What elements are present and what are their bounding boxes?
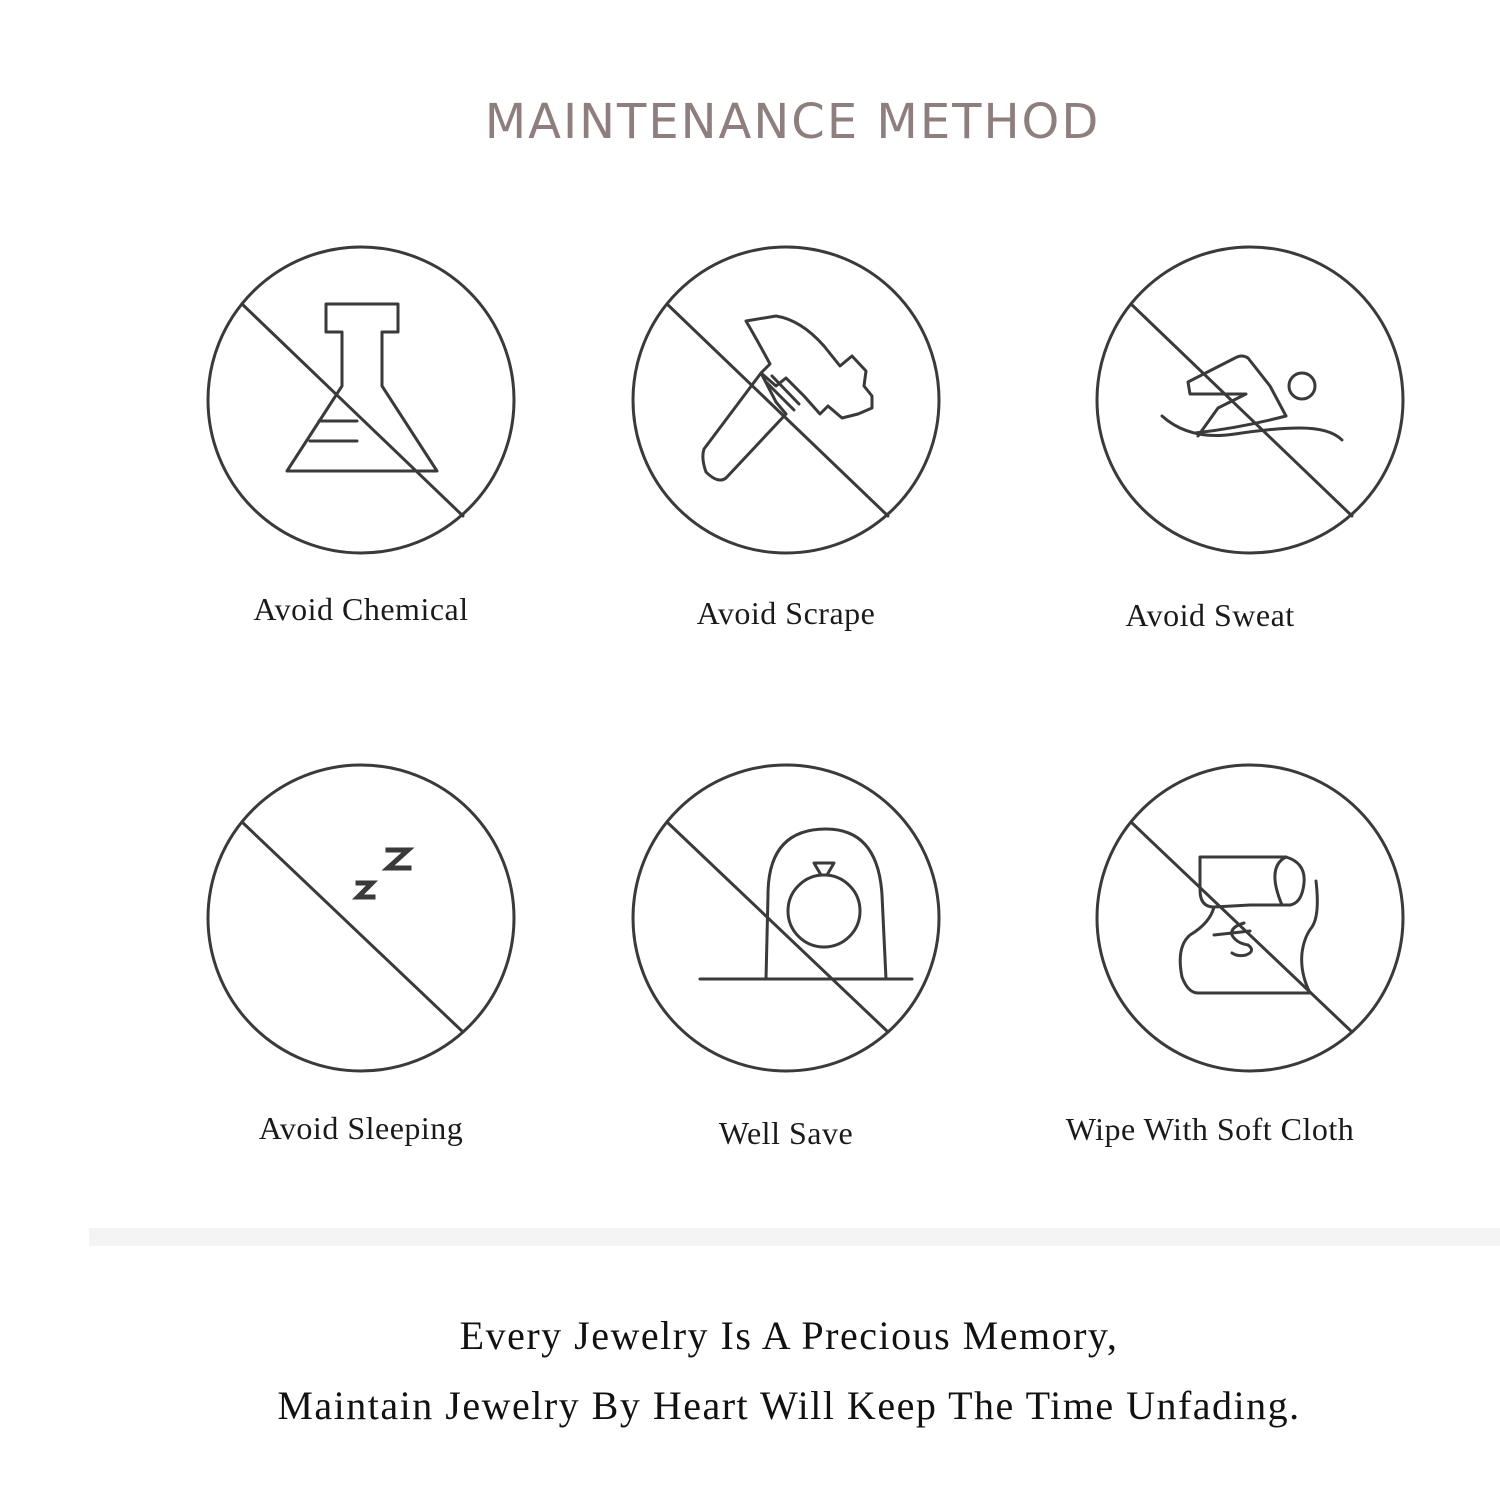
care-label: Wipe With Soft Cloth xyxy=(1065,1111,1355,1147)
hammer-icon xyxy=(626,246,946,566)
care-item-avoid-scrape xyxy=(586,246,986,666)
care-item-avoid-chemical xyxy=(161,246,561,666)
care-label: Avoid Sleeping xyxy=(258,1110,464,1146)
care-item-wipe-with-soft-cloth xyxy=(1010,765,1410,1185)
care-item-well-save xyxy=(586,765,986,1185)
care-label: Well Save xyxy=(718,1115,854,1151)
care-label: Avoid Sweat xyxy=(1125,597,1295,633)
cloth-icon xyxy=(1050,765,1370,1085)
sleep-zz-icon xyxy=(201,765,521,1085)
care-item-avoid-sleeping xyxy=(161,765,561,1185)
swimmer-icon xyxy=(1050,246,1370,566)
slogan-line-1: Every Jewelry Is A Precious Memory, xyxy=(459,1313,1119,1358)
care-label: Avoid Scrape xyxy=(696,595,876,631)
divider-band xyxy=(89,1228,1500,1246)
care-item-avoid-sweat xyxy=(1010,246,1410,666)
care-label: Avoid Chemical xyxy=(253,591,469,627)
flask-icon xyxy=(201,246,521,566)
ring-box-icon xyxy=(626,765,946,1085)
slogan-line-2: Maintain Jewelry By Heart Will Keep The Time Unfading. xyxy=(277,1383,1301,1428)
page-title: MAINTENANCE METHOD xyxy=(484,94,1101,150)
